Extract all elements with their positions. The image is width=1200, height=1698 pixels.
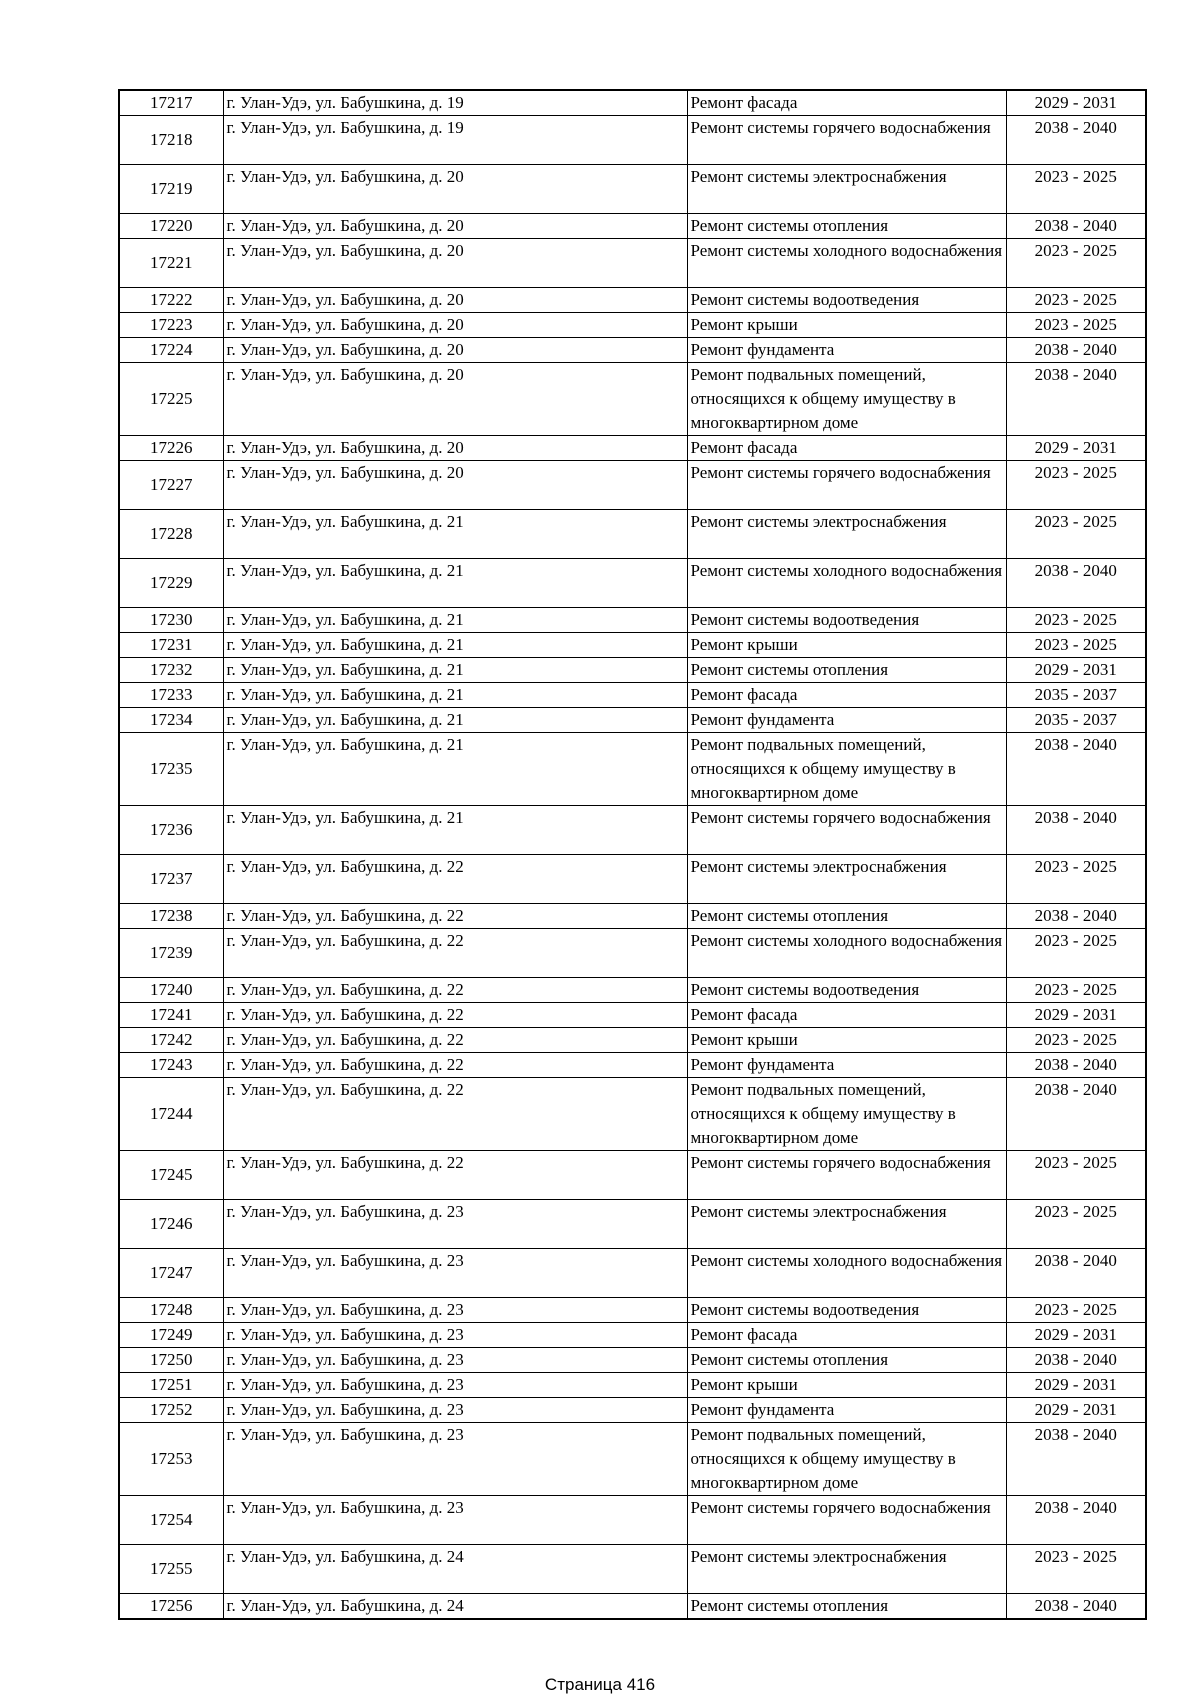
work-type-cell: Ремонт подвальных помещений, относящихся к общему имуществу в многоквартирном доме <box>687 1078 1006 1151</box>
address-cell: г. Улан-Удэ, ул. Бабушкина, д. 20 <box>223 288 687 313</box>
period-cell: 2038 - 2040 <box>1006 1348 1146 1373</box>
table-row <box>119 708 1146 733</box>
address-cell: г. Улан-Удэ, ул. Бабушкина, д. 19 <box>223 90 687 116</box>
period-cell: 2023 - 2025 <box>1006 608 1146 633</box>
work-type-cell: Ремонт крыши <box>687 1028 1006 1053</box>
table-row <box>119 165 1146 214</box>
work-type-cell: Ремонт системы холодного водоснабжения <box>687 1249 1006 1298</box>
row-id-cell: 17248 <box>119 1298 223 1323</box>
table-row <box>119 608 1146 633</box>
period-cell: 2035 - 2037 <box>1006 683 1146 708</box>
table-row <box>119 510 1146 559</box>
row-id-cell: 17233 <box>119 683 223 708</box>
work-type-cell: Ремонт системы горячего водоснабжения <box>687 806 1006 855</box>
address-cell: г. Улан-Удэ, ул. Бабушкина, д. 24 <box>223 1545 687 1594</box>
work-schedule-table <box>118 89 1147 1620</box>
work-type-cell: Ремонт подвальных помещений, относящихся к общему имуществу в многоквартирном доме <box>687 733 1006 806</box>
period-cell: 2029 - 2031 <box>1006 436 1146 461</box>
work-type-cell: Ремонт фундамента <box>687 1053 1006 1078</box>
period-cell: 2038 - 2040 <box>1006 1496 1146 1545</box>
period-cell: 2023 - 2025 <box>1006 1200 1146 1249</box>
table-row <box>119 559 1146 608</box>
address-cell: г. Улан-Удэ, ул. Бабушкина, д. 22 <box>223 978 687 1003</box>
table-row <box>119 436 1146 461</box>
work-type-cell: Ремонт фундамента <box>687 338 1006 363</box>
work-type-cell: Ремонт системы отопления <box>687 1594 1006 1620</box>
row-id-cell: 17246 <box>119 1200 223 1249</box>
address-cell: г. Улан-Удэ, ул. Бабушкина, д. 20 <box>223 436 687 461</box>
period-cell: 2023 - 2025 <box>1006 929 1146 978</box>
period-cell: 2023 - 2025 <box>1006 461 1146 510</box>
table-row <box>119 288 1146 313</box>
period-cell: 2023 - 2025 <box>1006 1028 1146 1053</box>
table-row <box>119 90 1146 116</box>
address-cell: г. Улан-Удэ, ул. Бабушкина, д. 20 <box>223 461 687 510</box>
address-cell: г. Улан-Удэ, ул. Бабушкина, д. 21 <box>223 559 687 608</box>
work-type-cell: Ремонт системы электроснабжения <box>687 855 1006 904</box>
address-cell: г. Улан-Удэ, ул. Бабушкина, д. 22 <box>223 855 687 904</box>
period-cell: 2023 - 2025 <box>1006 288 1146 313</box>
row-id-cell: 17245 <box>119 1151 223 1200</box>
work-type-cell: Ремонт системы горячего водоснабжения <box>687 1151 1006 1200</box>
table-row <box>119 1496 1146 1545</box>
row-id-cell: 17228 <box>119 510 223 559</box>
row-id-cell: 17252 <box>119 1398 223 1423</box>
row-id-cell: 17242 <box>119 1028 223 1053</box>
address-cell: г. Улан-Удэ, ул. Бабушкина, д. 20 <box>223 214 687 239</box>
table-row <box>119 1003 1146 1028</box>
work-type-cell: Ремонт системы горячего водоснабжения <box>687 1496 1006 1545</box>
work-type-cell: Ремонт системы холодного водоснабжения <box>687 929 1006 978</box>
address-cell: г. Улан-Удэ, ул. Бабушкина, д. 20 <box>223 313 687 338</box>
row-id-cell: 17238 <box>119 904 223 929</box>
address-cell: г. Улан-Удэ, ул. Бабушкина, д. 21 <box>223 633 687 658</box>
row-id-cell: 17250 <box>119 1348 223 1373</box>
period-cell: 2038 - 2040 <box>1006 1249 1146 1298</box>
period-cell: 2023 - 2025 <box>1006 855 1146 904</box>
table-row <box>119 733 1146 806</box>
period-cell: 2038 - 2040 <box>1006 363 1146 436</box>
row-id-cell: 17247 <box>119 1249 223 1298</box>
work-type-cell: Ремонт системы электроснабжения <box>687 510 1006 559</box>
table-row <box>119 855 1146 904</box>
row-id-cell: 17243 <box>119 1053 223 1078</box>
address-cell: г. Улан-Удэ, ул. Бабушкина, д. 19 <box>223 116 687 165</box>
row-id-cell: 17234 <box>119 708 223 733</box>
table-row <box>119 806 1146 855</box>
address-cell: г. Улан-Удэ, ул. Бабушкина, д. 22 <box>223 1151 687 1200</box>
work-type-cell: Ремонт системы отопления <box>687 1348 1006 1373</box>
row-id-cell: 17231 <box>119 633 223 658</box>
period-cell: 2023 - 2025 <box>1006 633 1146 658</box>
address-cell: г. Улан-Удэ, ул. Бабушкина, д. 23 <box>223 1323 687 1348</box>
address-cell: г. Улан-Удэ, ул. Бабушкина, д. 21 <box>223 608 687 633</box>
row-id-cell: 17239 <box>119 929 223 978</box>
work-type-cell: Ремонт подвальных помещений, относящихся к общему имуществу в многоквартирном доме <box>687 1423 1006 1496</box>
table-row <box>119 633 1146 658</box>
row-id-cell: 17254 <box>119 1496 223 1545</box>
table-row <box>119 929 1146 978</box>
work-type-cell: Ремонт системы отопления <box>687 658 1006 683</box>
table-row <box>119 904 1146 929</box>
work-type-cell: Ремонт крыши <box>687 633 1006 658</box>
row-id-cell: 17253 <box>119 1423 223 1496</box>
row-id-cell: 17230 <box>119 608 223 633</box>
table-row <box>119 658 1146 683</box>
period-cell: 2029 - 2031 <box>1006 658 1146 683</box>
work-type-cell: Ремонт фасада <box>687 683 1006 708</box>
work-type-cell: Ремонт системы водоотведения <box>687 978 1006 1003</box>
address-cell: г. Улан-Удэ, ул. Бабушкина, д. 23 <box>223 1496 687 1545</box>
period-cell: 2029 - 2031 <box>1006 1003 1146 1028</box>
address-cell: г. Улан-Удэ, ул. Бабушкина, д. 21 <box>223 510 687 559</box>
table-row <box>119 1028 1146 1053</box>
period-cell: 2023 - 2025 <box>1006 1151 1146 1200</box>
row-id-cell: 17223 <box>119 313 223 338</box>
row-id-cell: 17219 <box>119 165 223 214</box>
period-cell: 2038 - 2040 <box>1006 904 1146 929</box>
row-id-cell: 17229 <box>119 559 223 608</box>
address-cell: г. Улан-Удэ, ул. Бабушкина, д. 23 <box>223 1200 687 1249</box>
work-type-cell: Ремонт фасада <box>687 1323 1006 1348</box>
table-row <box>119 1594 1146 1620</box>
address-cell: г. Улан-Удэ, ул. Бабушкина, д. 23 <box>223 1348 687 1373</box>
table-row <box>119 1249 1146 1298</box>
address-cell: г. Улан-Удэ, ул. Бабушкина, д. 21 <box>223 708 687 733</box>
row-id-cell: 17236 <box>119 806 223 855</box>
work-type-cell: Ремонт системы водоотведения <box>687 288 1006 313</box>
address-cell: г. Улан-Удэ, ул. Бабушкина, д. 23 <box>223 1298 687 1323</box>
work-type-cell: Ремонт фасада <box>687 90 1006 116</box>
table-row <box>119 1200 1146 1249</box>
period-cell: 2029 - 2031 <box>1006 1323 1146 1348</box>
period-cell: 2023 - 2025 <box>1006 1298 1146 1323</box>
work-type-cell: Ремонт фасада <box>687 436 1006 461</box>
table-row <box>119 978 1146 1003</box>
row-id-cell: 17241 <box>119 1003 223 1028</box>
row-id-cell: 17224 <box>119 338 223 363</box>
table-row <box>119 239 1146 288</box>
address-cell: г. Улан-Удэ, ул. Бабушкина, д. 22 <box>223 929 687 978</box>
period-cell: 2038 - 2040 <box>1006 1078 1146 1151</box>
period-cell: 2023 - 2025 <box>1006 165 1146 214</box>
row-id-cell: 17226 <box>119 436 223 461</box>
work-type-cell: Ремонт системы электроснабжения <box>687 165 1006 214</box>
period-cell: 2038 - 2040 <box>1006 1423 1146 1496</box>
work-type-cell: Ремонт фундамента <box>687 708 1006 733</box>
row-id-cell: 17249 <box>119 1323 223 1348</box>
table-row <box>119 1545 1146 1594</box>
address-cell: г. Улан-Удэ, ул. Бабушкина, д. 21 <box>223 683 687 708</box>
table-row <box>119 338 1146 363</box>
period-cell: 2023 - 2025 <box>1006 1545 1146 1594</box>
work-type-cell: Ремонт системы горячего водоснабжения <box>687 461 1006 510</box>
work-type-cell: Ремонт системы горячего водоснабжения <box>687 116 1006 165</box>
page-number: Страница 416 <box>544 1675 656 1694</box>
period-cell: 2038 - 2040 <box>1006 733 1146 806</box>
period-cell: 2029 - 2031 <box>1006 1398 1146 1423</box>
period-cell: 2038 - 2040 <box>1006 116 1146 165</box>
address-cell: г. Улан-Удэ, ул. Бабушкина, д. 24 <box>223 1594 687 1620</box>
address-cell: г. Улан-Удэ, ул. Бабушкина, д. 22 <box>223 1028 687 1053</box>
address-cell: г. Улан-Удэ, ул. Бабушкина, д. 22 <box>223 1078 687 1151</box>
work-type-cell: Ремонт фундамента <box>687 1398 1006 1423</box>
row-id-cell: 17235 <box>119 733 223 806</box>
table-row <box>119 1423 1146 1496</box>
table-row <box>119 1298 1146 1323</box>
table-row <box>119 313 1146 338</box>
period-cell: 2038 - 2040 <box>1006 806 1146 855</box>
address-cell: г. Улан-Удэ, ул. Бабушкина, д. 20 <box>223 239 687 288</box>
period-cell: 2038 - 2040 <box>1006 338 1146 363</box>
row-id-cell: 17222 <box>119 288 223 313</box>
address-cell: г. Улан-Удэ, ул. Бабушкина, д. 22 <box>223 1003 687 1028</box>
work-type-cell: Ремонт системы отопления <box>687 904 1006 929</box>
period-cell: 2029 - 2031 <box>1006 90 1146 116</box>
row-id-cell: 17237 <box>119 855 223 904</box>
row-id-cell: 17227 <box>119 461 223 510</box>
row-id-cell: 17255 <box>119 1545 223 1594</box>
address-cell: г. Улан-Удэ, ул. Бабушкина, д. 20 <box>223 165 687 214</box>
table-row <box>119 1398 1146 1423</box>
row-id-cell: 17232 <box>119 658 223 683</box>
period-cell: 2038 - 2040 <box>1006 1053 1146 1078</box>
table-row <box>119 116 1146 165</box>
period-cell: 2023 - 2025 <box>1006 239 1146 288</box>
work-type-cell: Ремонт системы электроснабжения <box>687 1545 1006 1594</box>
table-row <box>119 683 1146 708</box>
work-type-cell: Ремонт крыши <box>687 1373 1006 1398</box>
period-cell: 2038 - 2040 <box>1006 1594 1146 1620</box>
period-cell: 2038 - 2040 <box>1006 559 1146 608</box>
work-type-cell: Ремонт системы водоотведения <box>687 608 1006 633</box>
address-cell: г. Улан-Удэ, ул. Бабушкина, д. 21 <box>223 733 687 806</box>
row-id-cell: 17218 <box>119 116 223 165</box>
table-row <box>119 1348 1146 1373</box>
work-type-cell: Ремонт системы электроснабжения <box>687 1200 1006 1249</box>
table-row <box>119 1373 1146 1398</box>
table-row <box>119 363 1146 436</box>
period-cell: 2038 - 2040 <box>1006 214 1146 239</box>
work-type-cell: Ремонт крыши <box>687 313 1006 338</box>
work-type-cell: Ремонт системы холодного водоснабжения <box>687 559 1006 608</box>
row-id-cell: 17220 <box>119 214 223 239</box>
address-cell: г. Улан-Удэ, ул. Бабушкина, д. 21 <box>223 658 687 683</box>
row-id-cell: 17221 <box>119 239 223 288</box>
table-row <box>119 1151 1146 1200</box>
row-id-cell: 17251 <box>119 1373 223 1398</box>
address-cell: г. Улан-Удэ, ул. Бабушкина, д. 23 <box>223 1373 687 1398</box>
table-body <box>119 90 1146 1619</box>
period-cell: 2023 - 2025 <box>1006 510 1146 559</box>
work-type-cell: Ремонт системы холодного водоснабжения <box>687 239 1006 288</box>
address-cell: г. Улан-Удэ, ул. Бабушкина, д. 23 <box>223 1423 687 1496</box>
table-row <box>119 214 1146 239</box>
address-cell: г. Улан-Удэ, ул. Бабушкина, д. 22 <box>223 904 687 929</box>
table-row <box>119 1078 1146 1151</box>
row-id-cell: 17217 <box>119 90 223 116</box>
period-cell: 2023 - 2025 <box>1006 978 1146 1003</box>
address-cell: г. Улан-Удэ, ул. Бабушкина, д. 22 <box>223 1053 687 1078</box>
row-id-cell: 17240 <box>119 978 223 1003</box>
work-type-cell: Ремонт системы водоотведения <box>687 1298 1006 1323</box>
work-type-cell: Ремонт системы отопления <box>687 214 1006 239</box>
period-cell: 2023 - 2025 <box>1006 313 1146 338</box>
address-cell: г. Улан-Удэ, ул. Бабушкина, д. 23 <box>223 1249 687 1298</box>
row-id-cell: 17256 <box>119 1594 223 1620</box>
address-cell: г. Улан-Удэ, ул. Бабушкина, д. 23 <box>223 1398 687 1423</box>
work-type-cell: Ремонт фасада <box>687 1003 1006 1028</box>
table-row <box>119 1323 1146 1348</box>
row-id-cell: 17244 <box>119 1078 223 1151</box>
period-cell: 2029 - 2031 <box>1006 1373 1146 1398</box>
work-type-cell: Ремонт подвальных помещений, относящихся к общему имуществу в многоквартирном доме <box>687 363 1006 436</box>
address-cell: г. Улан-Удэ, ул. Бабушкина, д. 20 <box>223 338 687 363</box>
table-row <box>119 1053 1146 1078</box>
table-row <box>119 461 1146 510</box>
address-cell: г. Улан-Удэ, ул. Бабушкина, д. 21 <box>223 806 687 855</box>
address-cell: г. Улан-Удэ, ул. Бабушкина, д. 20 <box>223 363 687 436</box>
period-cell: 2035 - 2037 <box>1006 708 1146 733</box>
row-id-cell: 17225 <box>119 363 223 436</box>
